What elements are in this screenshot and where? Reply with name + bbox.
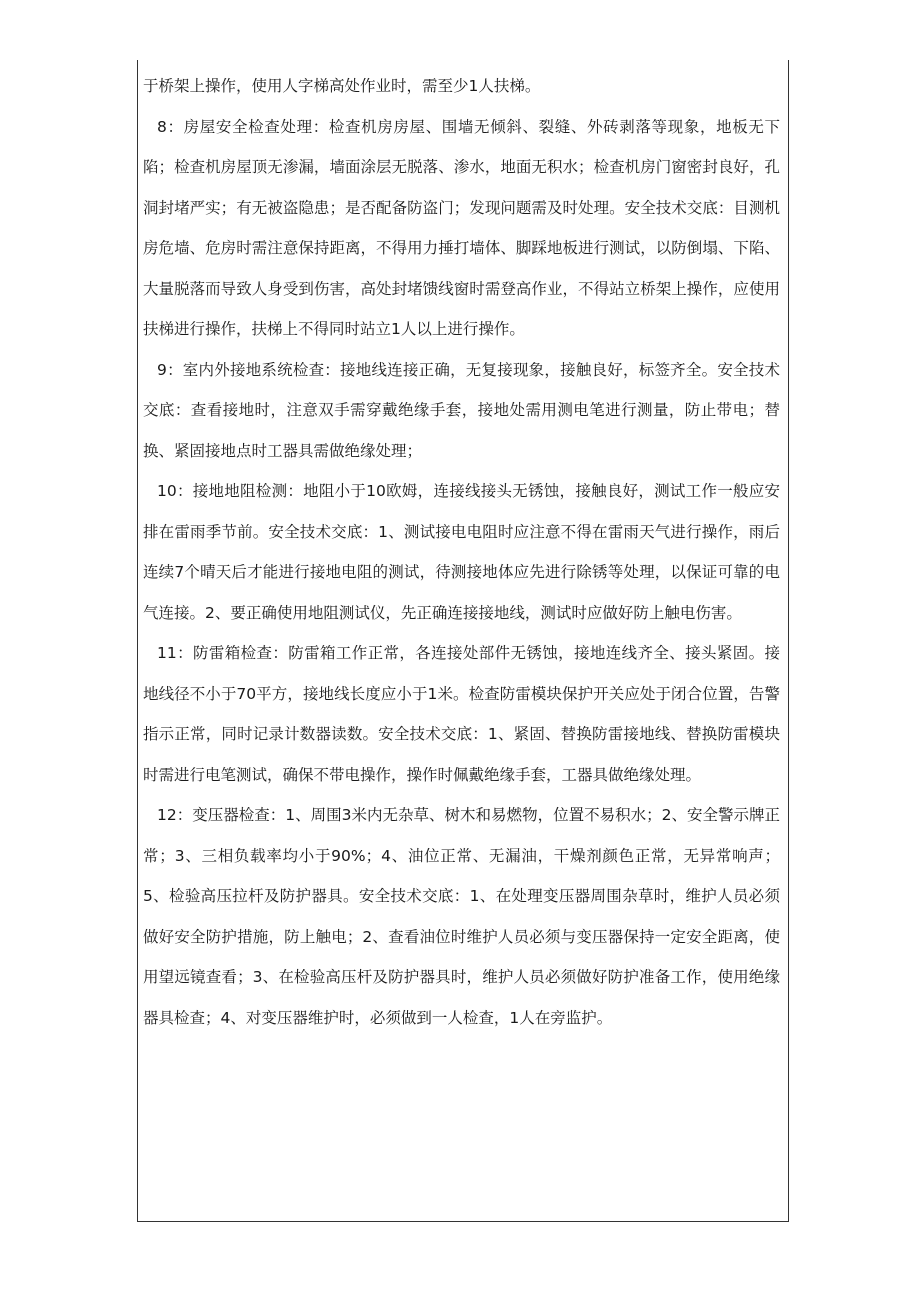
document-table-cell (137, 60, 789, 1222)
paragraph-item-12: 12：变压器检查：1、周围3米内无杂草、树木和易燃物，位置不易积水；2、安全警示牌正常；3、三相负载率均小于90%；4、油位正常、无漏油，干燥剂颜色正常，无异常响声；5、检验高压拉杆及防护器具。安全技术交底：1、在处理变压器周围杂草时，维护人员必须做好安全防护措施，防上触电；2、查看油位时维护人员必须与变压器保持一定安全距离，使用望远镜查看；3、在检验高压杆及防护器具时，维护人员必须做好防护准备工作，使用绝缘器具检查；4、对变压器维护时，必须做到一人检查，1人在旁监护。 (143, 806, 780, 1027)
paragraph-continuation: 于桥架上操作，使用人字梯高处作业时，需至少1人扶梯。 (143, 77, 541, 95)
document-content (143, 66, 780, 1038)
paragraph-item-11: 11：防雷箱检查：防雷箱工作正常，各连接处部件无锈蚀，接地连线齐全、接头紧固。接地线径不小于70平方，接地线长度应小于1米。检查防雷模块保护开关应处于闭合位置，告警指示正常，同时记录计数器读数。安全技术交底：1、紧固、替换防雷接地线、替换防雷模块时需进行电笔测试，确保不带电操作，操作时佩戴绝缘手套，工器具做绝缘处理。 (143, 644, 780, 784)
paragraph-item-10: 10：接地地阻检测：地阻小于10欧姆，连接线接头无锈蚀，接触良好，测试工作一般应安排在雷雨季节前。安全技术交底：1、测试接电电阻时应注意不得在雷雨天气进行操作，雨后连续7个晴天后才能进行接地电阻的测试，待测接地体应先进行除锈等处理，以保证可靠的电气连接。2、要正确使用地阻测试仪，先正确连接接地线，测试时应做好防上触电伤害。 (143, 482, 780, 622)
paragraph-item-8: 8：房屋安全检查处理：检查机房房屋、围墙无倾斜、裂缝、外砖剥落等现象，地板无下陷；检查机房屋顶无渗漏，墙面涂层无脱落、渗水，地面无积水；检查机房门窗密封良好，孔洞封堵严实；有无被盗隐患；是否配备防盗门；发现问题需及时处理。安全技术交底：目测机房危墙、危房时需注意保持距离，不得用力捶打墙体、脚踩地板进行测试，以防倒塌、下陷、大量脱落而导致人身受到伤害，高处封堵馈线窗时需登高作业，不得站立桥架上操作，应使用扶梯进行操作，扶梯上不得同时站立1人以上进行操作。 (143, 117, 780, 338)
paragraph-item-9: 9：室内外接地系统检查：接地线连接正确，无复接现象，接触良好，标签齐全。安全技术交底：查看接地时，注意双手需穿戴绝缘手套，接地处需用测电笔进行测量，防止带电；替换、紧固接地点时工器具需做绝缘处理； (143, 360, 780, 460)
